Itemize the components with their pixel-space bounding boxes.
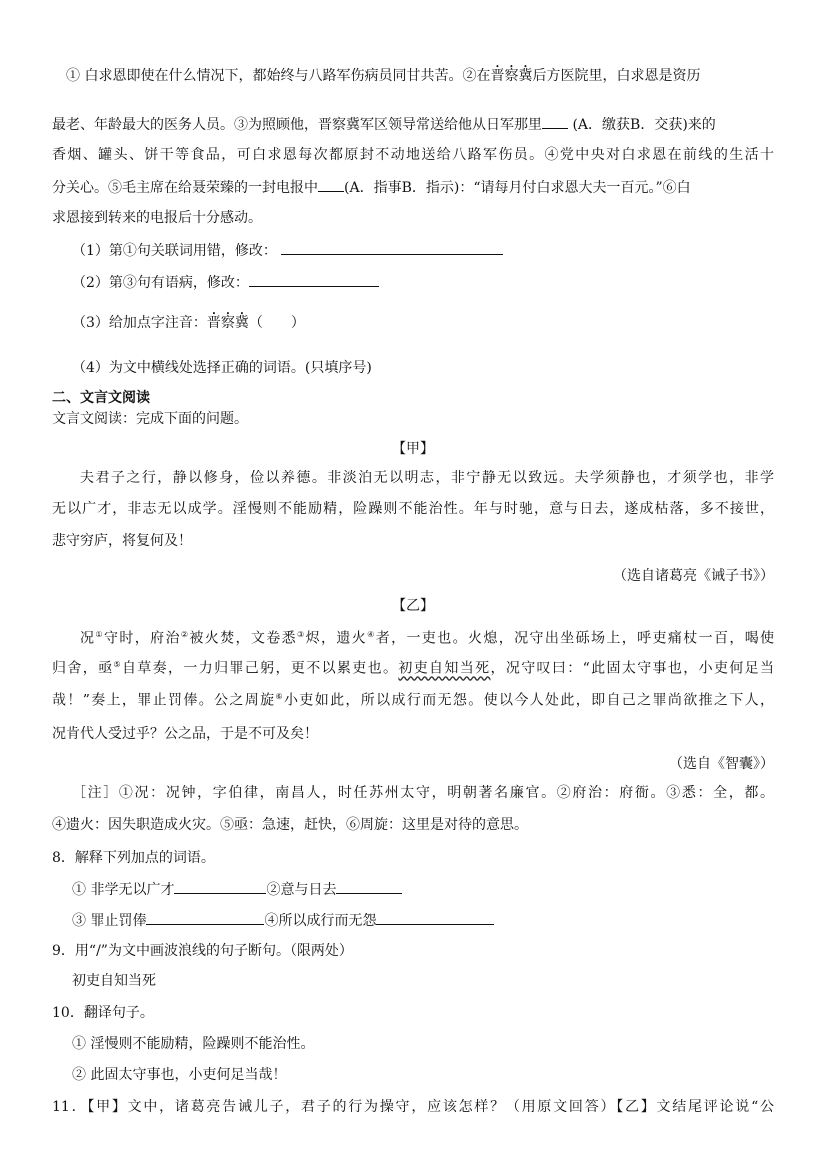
dotted-char: 冀 xyxy=(234,315,249,331)
question-10-item: ② 此固太守事也，小吏何足当哉！ xyxy=(72,1067,287,1083)
answer-blank[interactable] xyxy=(542,114,568,129)
passage-source: （选自《智囊》） xyxy=(669,756,774,772)
question-9-title: 9．用“/”为文中画波浪线的句子断句。（限两处） xyxy=(52,943,353,959)
question-8-row: ③ 罪止罚俸 ④所以成行而无怨 xyxy=(72,910,494,931)
passage-line: ① 白求恩即使在什么情况下，都始终与八路军伤病员同甘共苦。②在晋察冀后方医院里，白求恩是资历 xyxy=(66,68,701,84)
section-intro: 文言文阅读：完成下面的问题。 xyxy=(52,411,248,427)
question-10-item: ① 淫慢则不能励精，险躁则不能治性。 xyxy=(72,1036,315,1052)
question-8-title: 8．解释下列加点的词语。 xyxy=(52,850,215,866)
passage-line: 归舍，亟⑤自草奏，一力归罪己躬，更不以累吏也。初吏自知当死，况守叹曰：“此固太守事也，小吏何足当 xyxy=(52,660,775,677)
question-2: （2）第③句有语病，修改： xyxy=(72,272,379,293)
passage-line: 分关心。⑤毛主席在给聂荣臻的一封电报中 (A．指事B．指示)：“请每月付白求恩大夫一百元。”⑥白 xyxy=(52,177,691,198)
answer-blank[interactable] xyxy=(249,272,379,287)
dotted-char: 晋 xyxy=(490,68,505,84)
notes-line: ④遗火：因失职造成火灾。⑤亟：急速，赶快，⑥周旋：这里是对待的意思。 xyxy=(52,817,528,833)
question-1: （1）第①句关联词用错，修改： xyxy=(72,240,503,261)
passage-line: 悲守穷庐，将复何及！ xyxy=(52,533,192,549)
answer-blank[interactable] xyxy=(174,879,266,894)
passage-line: 最老、年龄最大的医务人员。③为照顾他，晋察冀军区领导常送给他从日军那里 (A．缴获B．交获)来的 xyxy=(52,114,716,135)
question-10-title: 10．翻译句子。 xyxy=(52,1005,154,1021)
passage-line: 无以广才，非志无以成学。淫慢则不能励精，险躁则不能治性。年与时驰，意与日去，遂成枯落，多不接世， xyxy=(52,501,774,517)
answer-blank[interactable] xyxy=(146,910,264,925)
passage-line: 哉！”奏上，罪止罚俸。公之周旋⑥小吏如此，所以成行而无怨。使以今人处此，即自己之罪尚欲推之下人， xyxy=(52,692,774,709)
passage-title-yi: 【乙】 xyxy=(392,598,434,614)
passage-line: 香烟、罐头、饼干等食品，可白求恩每次都原封不动地送给八路军伤员。④党中央对白求恩在前线的生活十 xyxy=(52,147,774,163)
answer-blank[interactable] xyxy=(376,910,494,925)
wavy-underlined-sentence: 初吏自知当死 xyxy=(398,660,491,677)
dotted-char: 晋 xyxy=(206,315,221,331)
passage-line: 求恩接到转来的电报后十分感动。 xyxy=(52,210,262,226)
passage-line: 况①守时，府治②被火焚，文卷悉③烬，遗火④者，一吏也。火熄，况守出坐砾场上，呼吏痛杖一百，喝使 xyxy=(80,630,775,647)
question-4: （4）为文中横线处选择正确的词语。(只填序号) xyxy=(72,360,372,376)
section-heading: 二、文言文阅读 xyxy=(52,390,150,406)
question-3: （3）给加点字注音：晋察冀（ ） xyxy=(72,315,305,331)
notes-line: ［注］①况：况钟，字伯律，南昌人，时任苏州太守，明朝著名廉官。②府治：府衙。③悉：全，都。 xyxy=(72,785,774,801)
question-11: 11．【甲】文中，诸葛亮告诫儿子，君子的行为操守，应该怎样？（用原文回答）【乙】文结尾评论说“公 xyxy=(52,1099,774,1115)
answer-blank[interactable] xyxy=(336,879,402,894)
answer-blank[interactable] xyxy=(281,240,503,255)
answer-blank[interactable] xyxy=(318,177,344,192)
passage-line: 夫君子之行，静以修身，俭以养德。非淡泊无以明志，非宁静无以致远。夫学须静也，才须学也，非学 xyxy=(80,470,774,486)
dotted-char: 察 xyxy=(220,315,235,331)
passage-title-jia: 【甲】 xyxy=(392,441,434,457)
dotted-char: 察 xyxy=(504,68,519,84)
question-8-row: ① 非学无以广才 ②意与日去 xyxy=(72,879,402,900)
passage-source: （选自诸葛亮《诫子书》） xyxy=(613,568,774,584)
question-9-sentence: 初吏自知当死 xyxy=(72,973,156,989)
passage-line: 况肯代人受过乎？公之品，于是不可及矣！ xyxy=(52,726,318,742)
dotted-char: 冀 xyxy=(518,68,533,84)
